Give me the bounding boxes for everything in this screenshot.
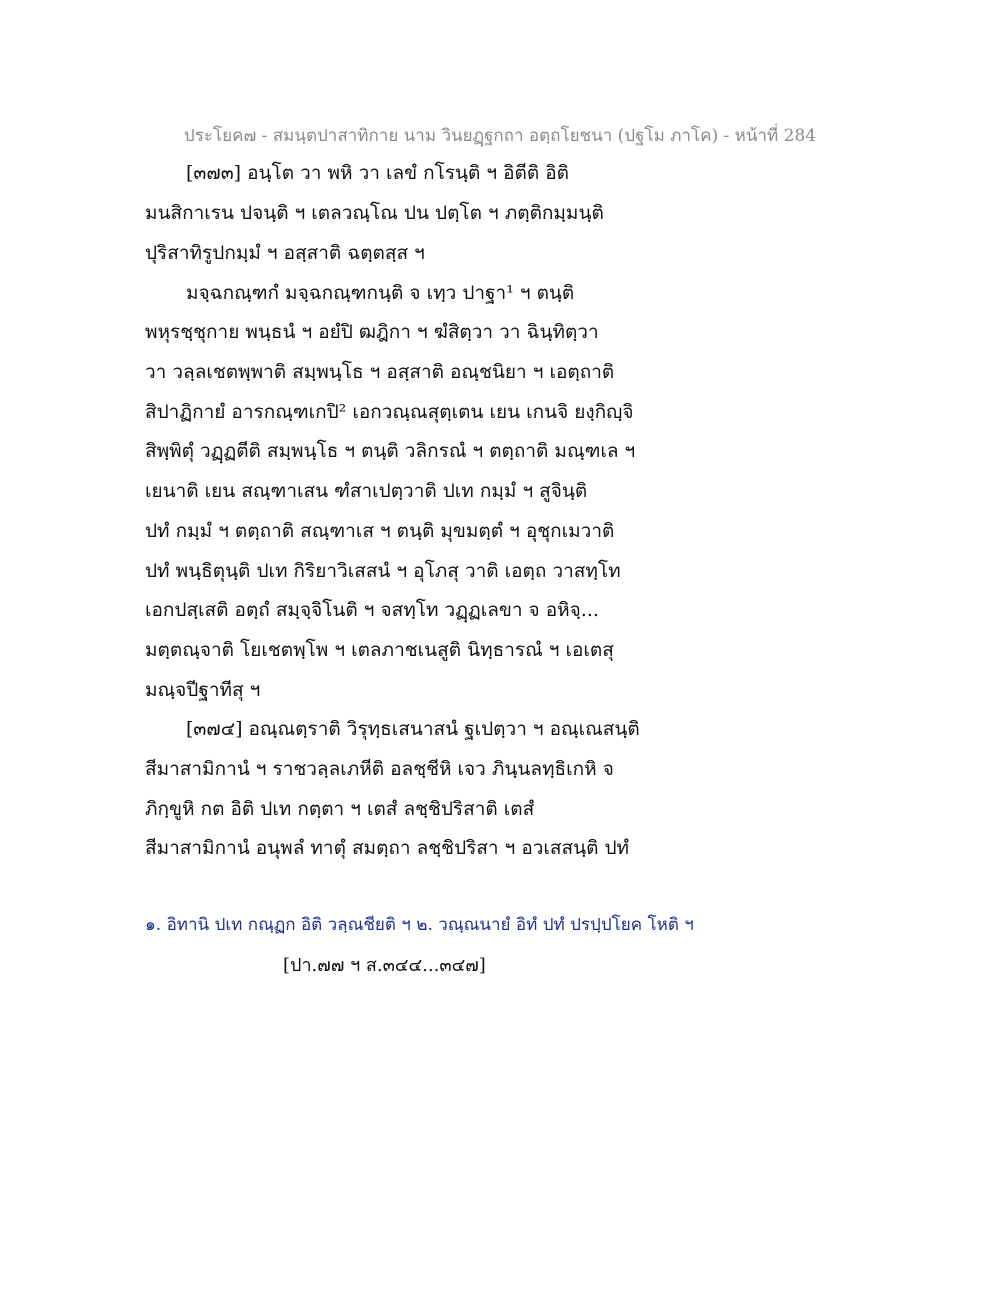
page-reference: [ปา.๗๗ ฯ ส.๓๔๔...๓๔๗] bbox=[283, 955, 486, 976]
text-line: ภิกฺขูหิ กต อิติ ปเท กตฺตา ฯ เตสํ ลชฺชิปริสาติ เตสํ bbox=[145, 798, 535, 820]
text-line: มตฺตณฺจาติ โยเชตพฺโพ ฯ เตลภาชเนสูติ นิทฺธารณํ ฯ เอเตสุ bbox=[145, 639, 614, 661]
text-line: สีมาสามิกานํ อนุพลํ ทาตุํ สมตฺถา ลชฺชิปริสา ฯ อวเสสนฺติ ปทํ bbox=[145, 837, 630, 859]
text-line: สิพฺพิตุํ วฏฺฏตีติ สมฺพนฺโธ ฯ ตนฺติ วลิกรณํ ฯ ตตฺถาติ มณฺฑเล ฯ bbox=[145, 440, 636, 462]
text-line: [๓๗๓] อนฺโต วา พหิ วา เลขํ กโรนฺติ ฯ อิตีติ อิติ bbox=[186, 162, 569, 184]
text-line: ปทํ พนฺธิตุนฺติ ปเท กิริยาวิเสสนํ ฯ อุโภสุ วาติ เอตฺถ วาสทฺโท bbox=[145, 560, 621, 582]
text-line: สีมาสามิกานํ ฯ ราชวลฺลเภหีติ อลชฺชีหิ เจว ภินฺนลทฺธิเกหิ จ bbox=[145, 758, 614, 780]
text-line: พหุรชฺชุกาย พนฺธนํ ฯ อยํปิ ฒฎิกา ฯ ฆํสิตฺวา วา ฉินฺทิตฺวา bbox=[145, 321, 599, 343]
text-line: มนสิกาเรน ปจนฺติ ฯ เตลวณฺโณ ปน ปตฺโต ฯ ภตฺติกมฺมนฺติ bbox=[145, 202, 604, 224]
text-line: ปุริสาทิรูปกมฺมํ ฯ อสฺสาติ ฉตฺตสฺส ฯ bbox=[145, 242, 425, 264]
text-line: สิปาฏิกายํ อารกณฺฑเกปิ² เอกวณฺณสุตฺเตน เยน เกนจิ ยงฺกิญฺจิ bbox=[145, 401, 634, 423]
text-line: ปทํ กมฺมํ ฯ ตตฺถาติ สณฺฑาเส ฯ ตนฺติ มุขมตฺตํ ฯ อุชุกเมวาติ bbox=[145, 520, 615, 542]
page-header: ประโยค๗ - สมนฺตปาสาทิกาย นาม วินยฏฺฐกถา อตฺถโยชนา (ปฐโม ภาโค) - หน้าที่ 284 bbox=[183, 126, 817, 146]
footnote: ๑. อิทานิ ปเท กณฺฏก อิติ วลฺณชียติ ฯ ๒. วณฺณนายํ อิทํ ปทํ ปรปฺปโยค โหติ ฯ bbox=[145, 915, 694, 935]
text-line: วา วลฺลเชตพฺพาติ สมฺพนฺโธ ฯ อสฺสาติ อณฺชนิยา ฯ เอตฺถาติ bbox=[145, 361, 615, 383]
text-line: เยนาติ เยน สณฺฑาเสน ฑํสาเปตฺวาติ ปเท กมฺมํ ฯ สูจินฺติ bbox=[145, 480, 588, 502]
text-line: มณฺจปีฐาทีสุ ฯ bbox=[145, 679, 261, 701]
text-line: [๓๗๔] อณฺณตฺราติ วิรุทฺธเสนาสนํ ฐเปตฺวา ฯ อณฺเณสนฺติ bbox=[186, 718, 640, 740]
text-line: เอกปสฺเสติ อตฺถํ สมฺจฺจิโนติ ฯ จสทฺโท วฏฺฏเลขา จ อหิจฺ... bbox=[145, 599, 599, 621]
text-line: มจฺฉกณฺฑกํ มจฺฉกณฺฑกนฺติ จ เทฺว ปาฐา¹ ฯ ตนฺติ bbox=[186, 282, 575, 304]
